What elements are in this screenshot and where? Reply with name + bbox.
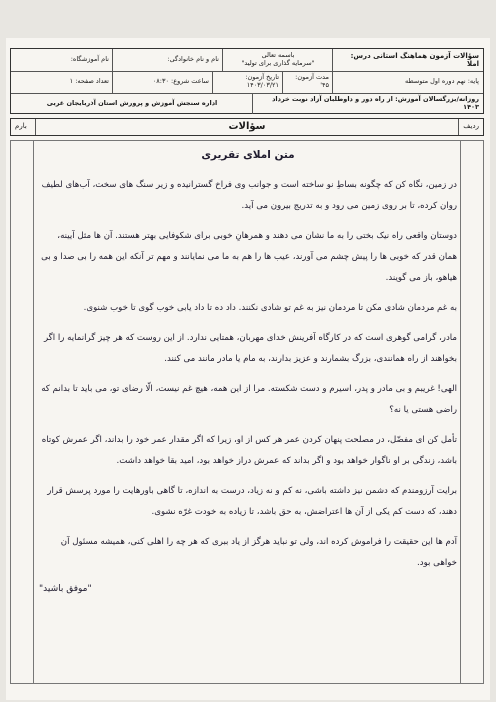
- score-column-label: بارم: [15, 122, 27, 130]
- paragraph-7: برایت آرزومندم که دشمن نیز داشته باشی، نه کم و نه زیاد، درست به اندازه، تا گاهی باورهایت را مورد پرسش قرار دهند، که دست کم یکی از آن ها اعتراضش، به حق باشد، تا زیاده به خودت غرّه نشوی.: [47, 486, 457, 517]
- paragraph-8: آدم ها این حقیقت را فراموش کرده اند، ولی تو نباید هرگز از یاد ببری که هر چه را اهلی کنی، همیشه مسئول آن خواهی بود.: [60, 537, 457, 568]
- header-row-3: [11, 93, 483, 114]
- subject-label: سؤالات آزمون هماهنگ استانی درس: املا: [350, 51, 479, 68]
- paragraph-1: در زمین، نگاه کن که چگونه بساطِ نو ساخته است و جوانب وی فراخ گسترانیده و زیر سنگ های سخت، آب‌های لطیف روان کرده، تا بر روی زمین می رود و به تدریج بیرون می آید.: [41, 180, 457, 211]
- row-column-divider: [460, 141, 461, 683]
- exam-date-label: تاریخ آزمون: ۱۴۰۳/۰۳/۲۱: [245, 73, 279, 89]
- grade-label: پایه: نهم دوره اول متوسطه: [405, 77, 479, 86]
- dictation-content: [10, 140, 484, 684]
- dictation-heading: متن املای تقریری: [201, 149, 295, 161]
- dictation-text: [39, 149, 457, 594]
- paragraph-4: مادر، گرامی گوهری است که در کارگاه آفرینش خدای مهربان، همتایی ندارد. از این روست که هر چیز گرانمایه را اگر بخواهند از راه همانندی، بزرگ بشمارند و عزیز بدارند، به مام یا مادر مانند می کنند.: [43, 333, 457, 364]
- questions-title: سؤالات: [228, 121, 266, 132]
- paragraph-2: دوستان واقعی راه نیک بختی را به ما نشان می دهند و همرهانِ خوبی برای شکوفایی بهتر هستند. آن ها مثل آیینه، همان قدر که خوبی ها را پیش چشم می آورند، عیب ها را هم به ما می نمایانند و مهم تر آنکه این همه را بی صدا و بی هیاهو، باز می گویند.: [41, 231, 457, 283]
- duration-label: مدت آزمون: ۴۵': [295, 73, 329, 89]
- exam-header: [10, 48, 484, 114]
- questions-header-bar: [10, 118, 484, 136]
- header-title: [223, 49, 333, 71]
- start-time-label: ساعت شروع: ۰۸:۳۰: [152, 77, 209, 86]
- paragraph-3: به غم مردمان شادی مکن تا مردمان نیز به غم تو شادی نکنند. داد ده تا داد یابی خوب گوی تا خوب شنوی.: [83, 303, 457, 313]
- title-line-2: "سرمایه گذاری برای تولید": [241, 59, 315, 67]
- paragraph-5: الهی! غریبم و بی مادر و پدر، اسیرم و دست شکسته. مرا از این همه، هیچ غم نیست، الّا رضای تو، می باید تا بدانم که راضی هستی یا نه؟: [41, 384, 457, 415]
- title-line-1: باسمه تعالی: [261, 51, 295, 60]
- header-row-2: [11, 71, 483, 94]
- score-column-divider: [33, 141, 34, 683]
- school-name-field[interactable]: نام آموزشگاه:: [70, 55, 109, 64]
- paragraph-6: تأمل کن ای مفضّل، در مصلحت پنهان کردن عمر هر کس از او، زیرا که اگر مقدار عمر خود را بداند، اگر عمرش کوتاه باشد، زندگی بر او ناگوار خواهد بود و اگر بداند که عمرش دراز خواهد بود، امید بقا خواهد داشت.: [41, 435, 457, 466]
- row-column-label: ردیف: [463, 122, 479, 130]
- page-count-label: تعداد صفحه: ۱: [69, 77, 109, 86]
- session-label: روزانه/بزرگسالان آموزش: از راه دور و داوطلبان آزاد نوبت خرداد ۱۴۰۳: [272, 94, 479, 111]
- closing-note: "موفق باشید": [39, 584, 92, 594]
- student-name-field[interactable]: نام و نام خانوادگی:: [167, 55, 219, 64]
- office-label: اداره سنجش آموزش و پرورش استان آذربایجان غربی: [46, 98, 218, 107]
- header-row-1: [11, 49, 483, 72]
